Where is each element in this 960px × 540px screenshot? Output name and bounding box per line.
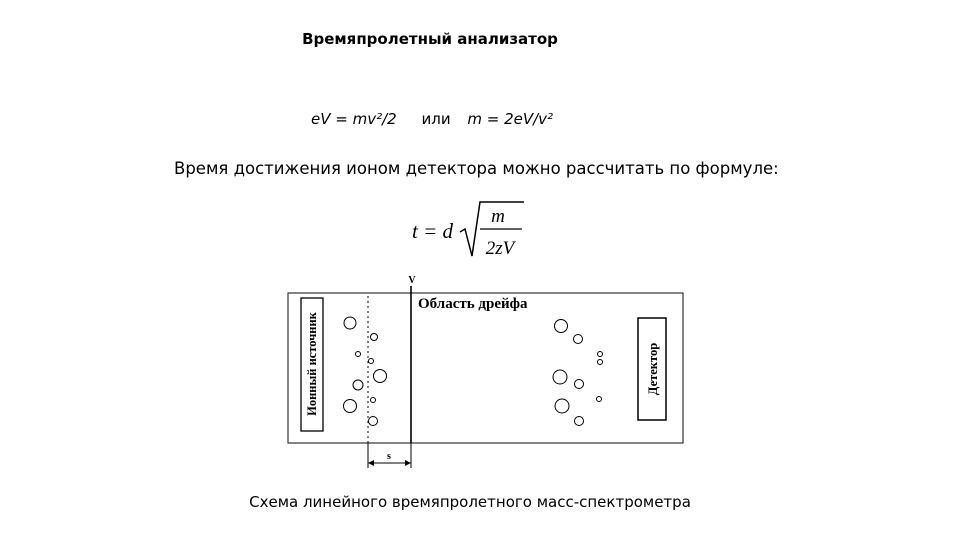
tof-spectrometer-diagram [280,268,692,476]
distance-label: s [387,451,391,462]
formula-denominator: 2zV [485,238,515,259]
spectrometer-outline [288,293,683,443]
formula-numerator: m [491,206,505,227]
equation-separator: или [421,110,451,128]
diagram-caption: Схема линейного времяпролетного масс-спектрометра [249,493,691,511]
drift-region-label: Область дрейфа [418,296,528,312]
ion-source-label: Ионный источник [305,312,319,416]
arrow-head-right [405,460,411,466]
time-of-flight-formula [410,198,530,260]
detector-label: Детектор [646,342,660,396]
arrow-head-left [368,460,374,466]
mass-equation: m = 2eV/v² [467,110,554,128]
slide-title: Времяпролетный анализатор [302,30,558,48]
intro-text: Время достижения ионом детектора можно рассчитать по формуле: [174,159,779,178]
voltage-label: V [408,275,416,286]
kinetic-energy-equation: eV = mv²/2 [311,110,397,128]
energy-equations [311,110,553,128]
formula-lhs: t = d [412,219,454,243]
